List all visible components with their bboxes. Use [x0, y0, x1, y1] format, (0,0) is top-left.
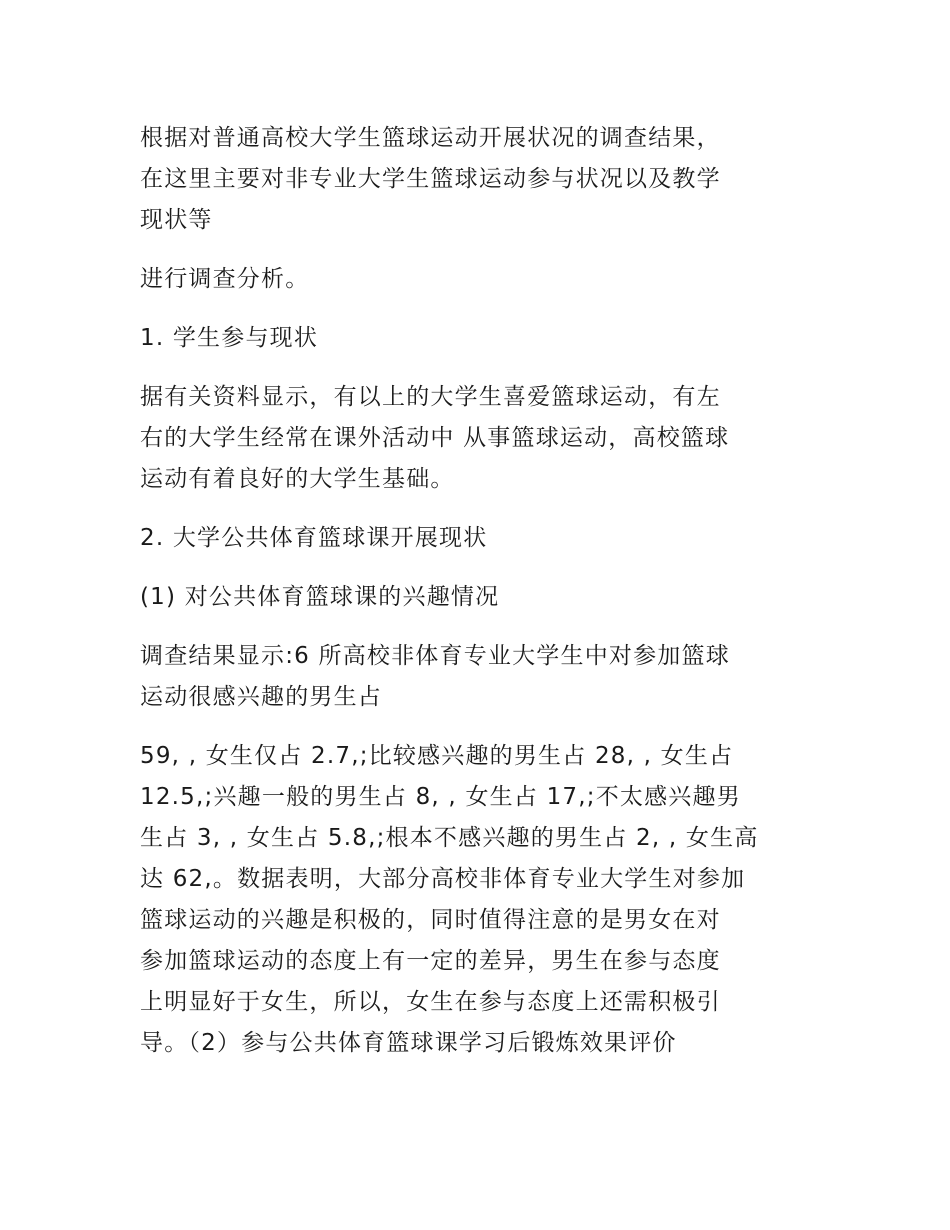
text-line: 现状等 — [140, 207, 213, 233]
text-line: 12.5,;兴趣一般的男生占 8, , 女生占 17,;不太感兴趣男 — [140, 784, 741, 810]
data-paragraph — [140, 736, 820, 1064]
text-line: 在这里主要对非专业大学生篮球运动参与状况以及教学 — [140, 166, 721, 192]
document-page — [140, 118, 820, 1064]
text-line: 据有关资料显示，有以上的大学生喜爱篮球运动，有左 — [140, 384, 721, 410]
heading-text: 1. 学生参与现状 — [140, 325, 319, 351]
section-1-heading — [140, 318, 820, 359]
text-line: 运动有着良好的大学生基础。 — [140, 466, 455, 492]
intro-paragraph — [140, 118, 820, 241]
text-line: 上明显好于女生，所以，女生在参与态度上还需积极引 — [140, 989, 721, 1015]
heading-text: 2. 大学公共体育篮球课开展现状 — [140, 525, 488, 551]
text-line: 59, , 女生仅占 2.7,;比较感兴趣的男生占 28, , 女生占 — [140, 743, 734, 769]
text-line: 导。（2）参与公共体育篮球课学习后锻炼效果评价 — [140, 1030, 677, 1056]
survey-paragraph — [140, 636, 820, 718]
text-line: 运动很感兴趣的男生占 — [140, 684, 382, 710]
intro-tail-paragraph — [140, 259, 820, 300]
text-line: 生占 3, , 女生占 5.8,;根本不感兴趣的男生占 2, , 女生高 — [140, 825, 759, 851]
section-2-heading — [140, 518, 820, 559]
text-line: 根据对普通高校大学生篮球运动开展状况的调查结果， — [140, 125, 721, 151]
heading-text: (1) 对公共体育篮球课的兴趣情况 — [140, 584, 500, 610]
subsection-1-heading — [140, 577, 820, 618]
text-line: 进行调查分析。 — [140, 266, 310, 292]
text-line: 篮球运动的兴趣是积极的，同时值得注意的是男女在对 — [140, 907, 721, 933]
text-line: 右的大学生经常在课外活动中 从事篮球运动，高校篮球 — [140, 425, 730, 451]
text-line: 调查结果显示:6 所高校非体育专业大学生中对参加篮球 — [140, 643, 730, 669]
text-line: 参加篮球运动的态度上有一定的差异，男生在参与态度 — [140, 948, 721, 974]
section-1-paragraph — [140, 377, 820, 500]
text-line: 达 62,。数据表明，大部分高校非体育专业大学生对参加 — [140, 866, 746, 892]
